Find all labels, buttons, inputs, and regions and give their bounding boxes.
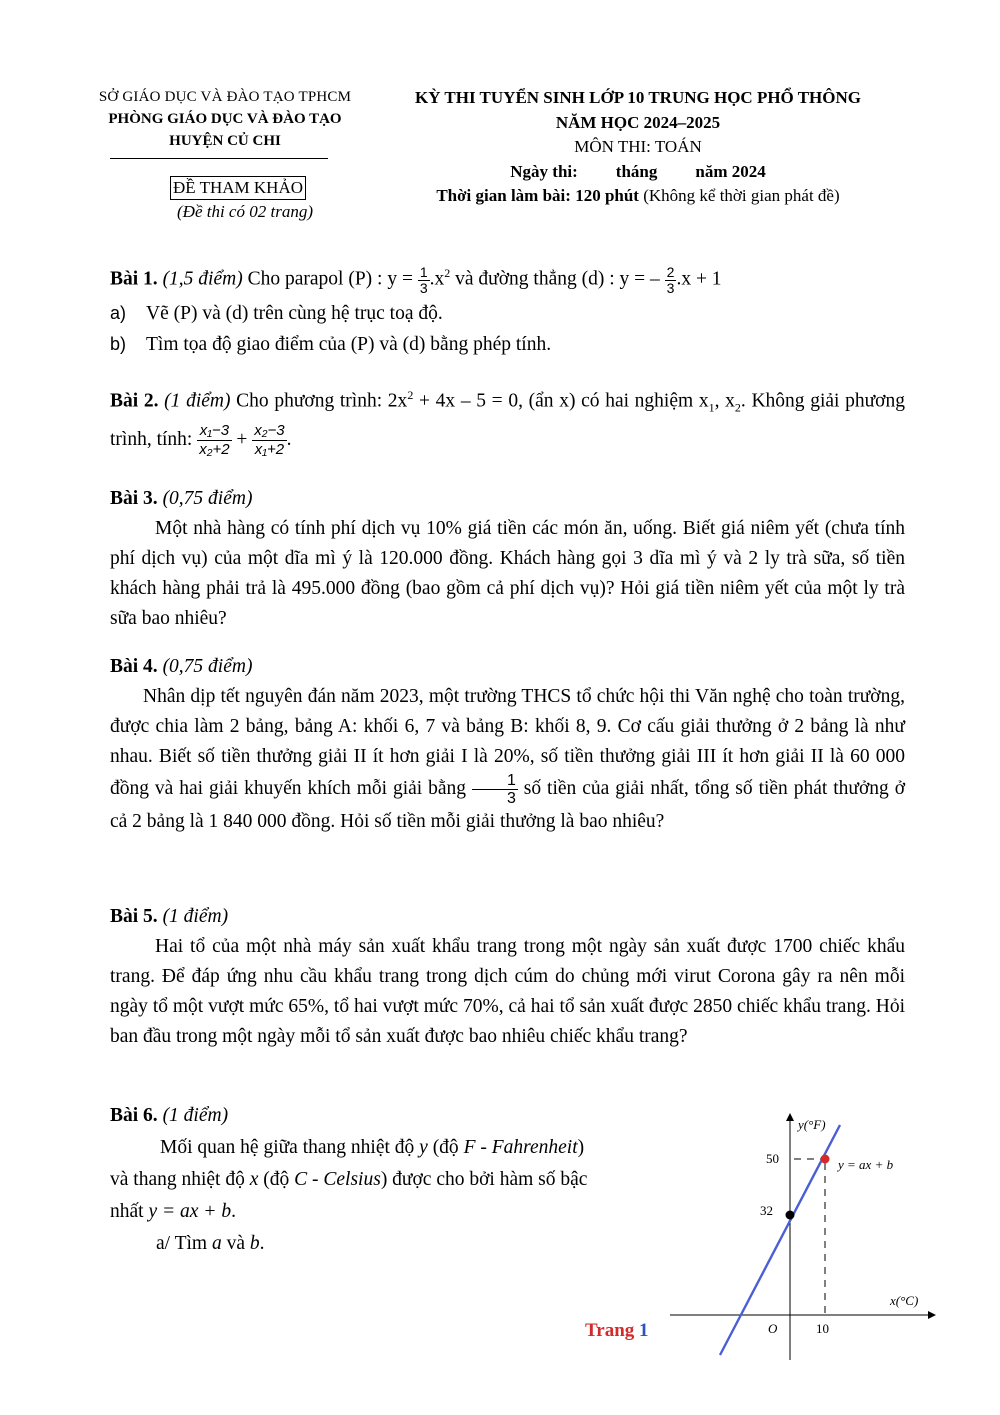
exam-title: KỲ THI TUYỂN SINH LỚP 10 TRUNG HỌC PHỔ THÔNG (414, 88, 862, 107)
fraction-expr-2: $\frac{\text{x₂−3}}{\text{x₁+2}}$ (254, 422, 285, 459)
exam-time (378, 184, 898, 209)
x-axis-arrow-icon (928, 1311, 936, 1319)
x-axis-label: x(°C) (890, 1293, 919, 1308)
date-month: tháng (615, 161, 658, 181)
page-num: 1 (639, 1320, 649, 1341)
point-10-50 (821, 1155, 830, 1164)
problem-4-text: Nhân dịp tết nguyên đán năm 2023, một trường THCS tổ chức hội thi Văn nghệ cho toàn trường, được chia làm 2 bảng, bảng A: khối 6, 7 và bảng B: khối 8, 9. Cơ cấu giải thưởng ở 2 bảng là như nhau. Biết số tiền thưởng giải II ít hơn giải I là 20%, số tiền thưởng giải III ít hơn giải II là 60 000 đồng và hai giải khuyến khích mỗi giải bằng $\frac{1}{3}$ số tiền của giải nhất, tổng số tiền phát thưởng ở cả 2 bảng là 1 840 000 đồng. Hỏi số tiền mỗi giải thưởng là bao nhiêu? (110, 686, 905, 832)
line-label: y = ax + b (838, 1157, 894, 1172)
problem-6-points: (1 điểm) (162, 1105, 229, 1126)
problem-2-title: Bài 2. (110, 390, 159, 412)
time-note: (Không kể thời gian phát đề) (643, 186, 840, 205)
tick-50: 50 (766, 1151, 779, 1166)
subject-text: MÔN THI: TOÁN (574, 137, 702, 156)
fraction-one-third: $\frac{1}{3}$ (419, 263, 428, 296)
date-year: năm 2024 (695, 161, 766, 181)
fraction-expr-1: $\frac{\text{x₁−3}}{\text{x₂+2}}$ (199, 422, 230, 459)
header-right (378, 86, 898, 209)
problem-1-line: và đường thẳng (d) : y = – (455, 268, 660, 290)
problem-6 (110, 1100, 670, 1260)
y-axis-arrow-icon (786, 1113, 794, 1121)
problem-6-line2: và thang nhiệt độ x (độ C - Celsius) được cho bởi hàm số bậc (110, 1169, 588, 1190)
problem-3 (110, 484, 905, 634)
problem-5-text: Hai tổ của một nhà máy sản xuất khẩu trang trong một ngày sản xuất được 1700 chiếc khẩu trang. Để đáp ứng nhu cầu khẩu trang trong dịch cúm do chủng mới virut Corona gây ra nên mỗi ngày tổ một vượt mức 65%, tổ hai vượt mức 70%, cả hai tổ sản xuất được 2850 chiếc khẩu trang. Hỏi ban đầu trong một ngày mỗi tổ sản xuất được bao nhiêu chiếc khẩu trang? (110, 936, 905, 1047)
page-word: Trang (585, 1320, 635, 1341)
pages-note: (Đề thi có 02 trang) (177, 202, 313, 221)
problem-6-line1: Mối quan hệ giữa thang nhiệt độ y (độ F - Fahrenheit) (160, 1137, 585, 1158)
problem-5 (110, 902, 905, 1052)
temperature-graph (670, 1105, 940, 1365)
problem-1-intro: Cho parapol (P) : y = (247, 268, 413, 290)
header-divider (110, 158, 328, 159)
problem-1 (110, 258, 905, 360)
problem-3-title: Bài 3. (110, 488, 158, 509)
office-line: PHÒNG GIÁO DỤC VÀ ĐÀO TẠO (108, 111, 342, 127)
reference-badge: ĐỀ THAM KHẢO (170, 176, 306, 200)
department-line: SỞ GIÁO DỤC VÀ ĐÀO TẠO TPHCM (98, 89, 352, 105)
problem-4-points: (0,75 điểm) (162, 656, 253, 677)
time-label: Thời gian làm bài: (436, 186, 571, 205)
problem-1-part-a: a) Vẽ (P) và (d) trên cùng hệ trục toạ độ. (110, 302, 443, 324)
header-left (70, 86, 380, 152)
page-number (585, 1320, 649, 1342)
problem-1-points: (1,5 điểm) (162, 268, 243, 290)
fraction-two-thirds: $\frac{2}{3}$ (666, 263, 675, 296)
problem-5-points: (1 điểm) (162, 906, 229, 927)
plus-sign: + (236, 429, 248, 451)
problem-1-title: Bài 1. (110, 268, 158, 290)
problem-4 (110, 652, 905, 837)
time-value: 120 phút (575, 186, 639, 205)
origin-label: O (768, 1321, 778, 1336)
tick-10: 10 (816, 1321, 829, 1336)
exam-date (378, 160, 898, 185)
tick-32: 32 (760, 1203, 773, 1218)
district-line: HUYỆN CỦ CHI (169, 133, 281, 149)
problem-2: Bài 2. (1 điểm) Cho phương trình: $2x^2 + 4x - 5 = 0$, (ẩn x) có hai nghiệm $x_1$, $x_2$. Không giải phương trình, tính: $\frac{\text{x₁−3}}{\text{x₂+2}}$ + $\frac{\text{x₂−3}}{\text{x₁+2}}$ . (110, 388, 905, 459)
subject (378, 135, 898, 160)
problem-2-points: (1 điểm) (164, 390, 231, 412)
problem-6-line3: nhất y = ax + b. (110, 1201, 236, 1222)
date-label: Ngày thi: (510, 161, 578, 181)
problem-3-text: Một nhà hàng có tính phí dịch vụ 10% giá tiền các món ăn, uống. Biết giá niêm yết (chưa tính phí dịch vụ) của một dĩa mì ý là 120.000 đồng. Khách hàng gọi 3 dĩa mì ý và 2 ly trà sữa, số tiền khách hàng phải trả là 495.000 đồng (bao gồm cả phí dịch vụ)? Hỏi giá tiền niêm yết của một ly trà sữa bao nhiêu? (110, 518, 905, 629)
problem-1-statement: Bài 1. (1,5 điểm) Cho parapol (P) : y = $\frac{1}{3}$ $.x^2$ và đường thẳng (d) : y = – $\frac{2}{3}$ .x + 1 (110, 263, 722, 296)
problem-6-title: Bài 6. (110, 1105, 158, 1126)
problem-4-title: Bài 4. (110, 656, 158, 677)
y-axis-label: y(°F) (798, 1117, 826, 1132)
school-year: NĂM HỌC 2024–2025 (555, 112, 721, 132)
problem-5-title: Bài 5. (110, 906, 158, 927)
problem-3-points: (0,75 điểm) (162, 488, 253, 509)
problem-1-part-b: b) Tìm tọa độ giao điểm của (P) và (d) bằng phép tính. (110, 333, 552, 355)
fraction-one-third-b: $\frac{1}{3}$ (472, 772, 518, 807)
point-0-32 (786, 1211, 795, 1220)
problem-6-part-a: a/ Tìm a và b. (156, 1233, 265, 1254)
